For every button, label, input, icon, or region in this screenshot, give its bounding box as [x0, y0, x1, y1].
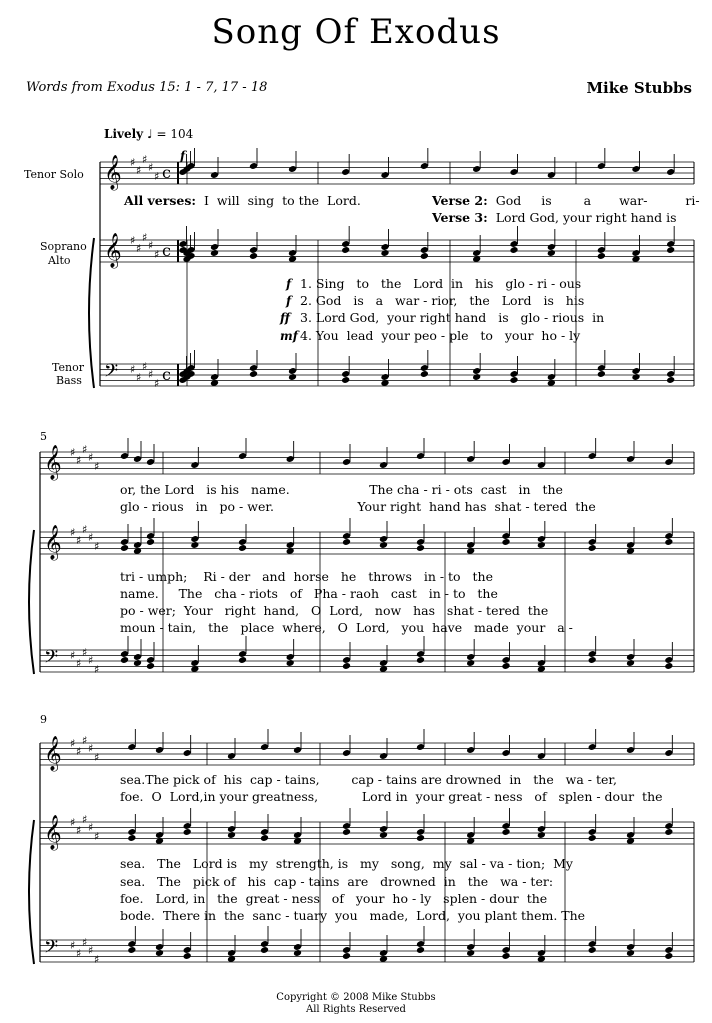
- dynamic-solo: f: [180, 149, 186, 163]
- time-signature: c: [162, 163, 171, 182]
- notehead: [420, 252, 429, 260]
- bass-clef: 𝄢: [44, 647, 59, 672]
- choir-lyric-s3-4: bode. There in the sanc - tuary you made, Lord, you plant them. The: [120, 908, 586, 923]
- label-tenor: Tenor: [52, 361, 84, 374]
- notehead: [588, 946, 597, 954]
- choir-lyric-3: 3. Lord God, your right hand is glo - rious in: [300, 310, 605, 325]
- notehead: [420, 370, 429, 378]
- notehead: [342, 538, 351, 546]
- sharp-sign: ♯: [82, 813, 88, 826]
- notehead: [342, 828, 351, 836]
- label-bass: Bass: [56, 374, 82, 387]
- notehead: [501, 952, 510, 960]
- choir-lyric-1: 1. Sing to the Lord in his glo - ri - ous: [300, 276, 582, 291]
- notehead: [155, 949, 164, 957]
- notehead: [260, 946, 269, 954]
- sharp-sign: ♯: [70, 816, 76, 829]
- notehead: [183, 952, 192, 960]
- tempo-value: ♩ = 104: [146, 127, 194, 141]
- notehead: [238, 544, 247, 552]
- sharp-sign: ♯: [130, 156, 136, 169]
- sharp-sign: ♯: [88, 654, 94, 667]
- notehead: [664, 662, 673, 670]
- treble-clef: 𝄞: [104, 155, 122, 190]
- notehead: [537, 831, 546, 839]
- dynamic-verse-2: f: [286, 294, 292, 308]
- notehead: [249, 252, 258, 260]
- sharp-sign: ♯: [76, 657, 82, 670]
- sharp-sign: ♯: [70, 526, 76, 539]
- notehead: [133, 659, 142, 667]
- sharp-sign: ♯: [148, 368, 154, 381]
- notehead: [380, 249, 389, 257]
- dynamic-verse-4: mf: [280, 329, 298, 343]
- sharp-sign: ♯: [82, 936, 88, 949]
- notehead: [120, 544, 129, 552]
- notehead: [416, 946, 425, 954]
- notehead: [537, 541, 546, 549]
- label-alto: Alto: [48, 254, 71, 267]
- sharp-sign: ♯: [70, 649, 76, 662]
- solo-lyric-verse3: Verse 3: Lord God, your right hand is: [432, 210, 677, 225]
- choir-lyric-s3-2: sea. The pick of his cap - tains are drowned in the wa - ter:: [120, 874, 554, 889]
- sharp-sign: ♯: [94, 460, 100, 473]
- sharp-sign: ♯: [82, 523, 88, 536]
- label-soprano: Soprano: [40, 240, 87, 253]
- choir-lyric-s3-1: sea. The Lord is my strength, is my song, my sal - va - tion; My: [120, 856, 573, 871]
- notehead: [249, 370, 258, 378]
- brace: [29, 530, 34, 674]
- brace: [89, 238, 94, 388]
- notehead: [416, 656, 425, 664]
- notehead: [626, 659, 635, 667]
- notehead: [588, 834, 597, 842]
- sharp-sign: ♯: [142, 153, 148, 166]
- label-tenor-solo: Tenor Solo: [24, 168, 84, 181]
- notehead: [501, 662, 510, 670]
- notehead: [501, 538, 510, 546]
- sharp-sign: ♯: [148, 239, 154, 252]
- copyright-notice: Copyright © 2008 Mike Stubbs: [276, 992, 436, 1003]
- notehead: [146, 662, 155, 670]
- rights-notice: All Rights Reserved: [306, 1004, 406, 1015]
- words-credit: Words from Exodus 15: 1 - 7, 17 - 18: [26, 80, 268, 95]
- solo-lyric-line-1: All verses: I will sing to the Lord.: [124, 193, 361, 208]
- tempo-label: Lively: [104, 127, 144, 141]
- brace: [29, 820, 34, 964]
- notehead: [666, 246, 675, 254]
- notehead: [509, 246, 518, 254]
- notehead: [341, 246, 350, 254]
- sharp-sign: ♯: [154, 377, 160, 390]
- sharp-sign: ♯: [82, 646, 88, 659]
- sharp-sign: ♯: [148, 161, 154, 174]
- notehead: [664, 952, 673, 960]
- sharp-sign: ♯: [142, 360, 148, 373]
- choir-lyric-s2-2: name. The cha - riots of Pha - raoh cast in - to the: [120, 586, 498, 601]
- sharp-sign: ♯: [88, 944, 94, 957]
- notehead: [597, 252, 606, 260]
- notehead: [547, 249, 556, 257]
- solo-lyric-verse2: Verse 2: God is a war- ri-: [432, 193, 700, 208]
- sharp-sign: ♯: [130, 234, 136, 247]
- sharp-sign: ♯: [136, 371, 142, 384]
- notehead: [466, 949, 475, 957]
- notehead: [238, 656, 247, 664]
- treble-clef: 𝄞: [44, 445, 62, 480]
- notehead: [293, 949, 302, 957]
- sharp-sign: ♯: [94, 663, 100, 676]
- notehead: [210, 249, 219, 257]
- sharp-sign: ♯: [154, 248, 160, 261]
- sharp-sign: ♯: [70, 737, 76, 750]
- notehead: [631, 373, 640, 381]
- solo-lyric-s2-1: or, the Lord is his name. The cha - ri - ots cast in the: [120, 482, 563, 497]
- sharp-sign: ♯: [76, 454, 82, 467]
- sharp-sign: ♯: [76, 745, 82, 758]
- sharp-sign: ♯: [76, 824, 82, 837]
- score-title: Song Of Exodus: [211, 12, 501, 52]
- sharp-sign: ♯: [88, 821, 94, 834]
- notehead: [341, 376, 350, 384]
- notehead: [472, 373, 481, 381]
- notehead: [466, 659, 475, 667]
- notehead: [416, 544, 425, 552]
- notehead: [120, 656, 129, 664]
- notehead: [597, 370, 606, 378]
- treble-clef: 𝄞: [104, 233, 122, 268]
- notehead: [342, 662, 351, 670]
- notehead: [664, 828, 673, 836]
- time-signature: c: [162, 241, 171, 260]
- sharp-sign: ♯: [142, 231, 148, 244]
- treble-clef: 𝄞: [44, 815, 62, 850]
- sharp-sign: ♯: [70, 446, 76, 459]
- choir-lyric-4: 4. You lead your peo - ple to your ho - ly: [300, 328, 581, 343]
- time-signature: c: [162, 365, 171, 384]
- sharp-sign: ♯: [94, 953, 100, 966]
- footer: [0, 992, 712, 1016]
- notehead: [286, 659, 295, 667]
- notehead: [379, 831, 388, 839]
- notehead: [416, 834, 425, 842]
- notehead: [342, 952, 351, 960]
- notehead: [227, 831, 236, 839]
- choir-lyric-s3-3: foe. Lord, in the great - ness of your ho - ly splen - dour the: [120, 891, 548, 906]
- notehead: [379, 541, 388, 549]
- bass-clef: 𝄢: [44, 937, 59, 962]
- notehead: [190, 541, 199, 549]
- choir-lyrics-system-1: [279, 276, 604, 343]
- treble-clef: 𝄞: [44, 525, 62, 560]
- bass-clef: 𝄢: [104, 361, 119, 386]
- dynamic-verse-3: ff: [280, 311, 290, 325]
- notehead: [260, 834, 269, 842]
- notehead: [146, 538, 155, 546]
- choir-lyric-s2-4: moun - tain, the place where, O Lord, you have made your a -: [120, 620, 573, 635]
- staff-lines: [29, 153, 694, 966]
- measure-number-9: 9: [40, 713, 47, 726]
- treble-clef: 𝄞: [44, 736, 62, 771]
- notehead: [664, 538, 673, 546]
- notehead: [127, 946, 136, 954]
- choir-lyric-2: 2. God is a war - rior, the Lord is his: [300, 293, 585, 308]
- sharp-sign: ♯: [82, 734, 88, 747]
- notehead: [666, 376, 675, 384]
- sharp-sign: ♯: [88, 742, 94, 755]
- sharp-sign: ♯: [136, 242, 142, 255]
- sharp-sign: ♯: [94, 751, 100, 764]
- notehead: [501, 828, 510, 836]
- sharp-sign: ♯: [130, 363, 136, 376]
- notehead: [626, 949, 635, 957]
- sharp-sign: ♯: [136, 164, 142, 177]
- measure-number-5: 5: [40, 430, 47, 443]
- choir-lyric-s2-1: tri - umph; Ri - der and horse he throws in - to the: [120, 569, 493, 584]
- notehead: [588, 544, 597, 552]
- sharp-sign: ♯: [154, 170, 160, 183]
- sharp-sign: ♯: [88, 531, 94, 544]
- solo-lyric-s2-2: glo - rious in po - wer. Your right hand has shat - tered the: [120, 499, 596, 514]
- dynamic-verse-1: f: [286, 277, 292, 291]
- notehead: [509, 376, 518, 384]
- sharp-sign: ♯: [94, 540, 100, 553]
- sharp-sign: ♯: [76, 947, 82, 960]
- notehead: [127, 834, 136, 842]
- sharp-sign: ♯: [76, 534, 82, 547]
- notes-layer: [120, 148, 675, 963]
- sharp-sign: ♯: [94, 830, 100, 843]
- choir-lyric-s2-3: po - wer; Your right hand, O Lord, now has shat - tered the: [120, 603, 549, 618]
- sharp-sign: ♯: [82, 443, 88, 456]
- sharp-sign: ♯: [70, 939, 76, 952]
- composer-name: Mike Stubbs: [586, 79, 692, 97]
- solo-lyric-s3-2: foe. O Lord,in your greatness, Lord in your great - ness of splen - dour the: [120, 789, 663, 804]
- sharp-sign: ♯: [88, 451, 94, 464]
- notehead: [288, 373, 297, 381]
- notehead: [183, 828, 192, 836]
- solo-lyric-s3-1: sea.The pick of his cap - tains, cap - tains are drowned in the wa - ter,: [120, 772, 617, 787]
- notehead: [588, 656, 597, 664]
